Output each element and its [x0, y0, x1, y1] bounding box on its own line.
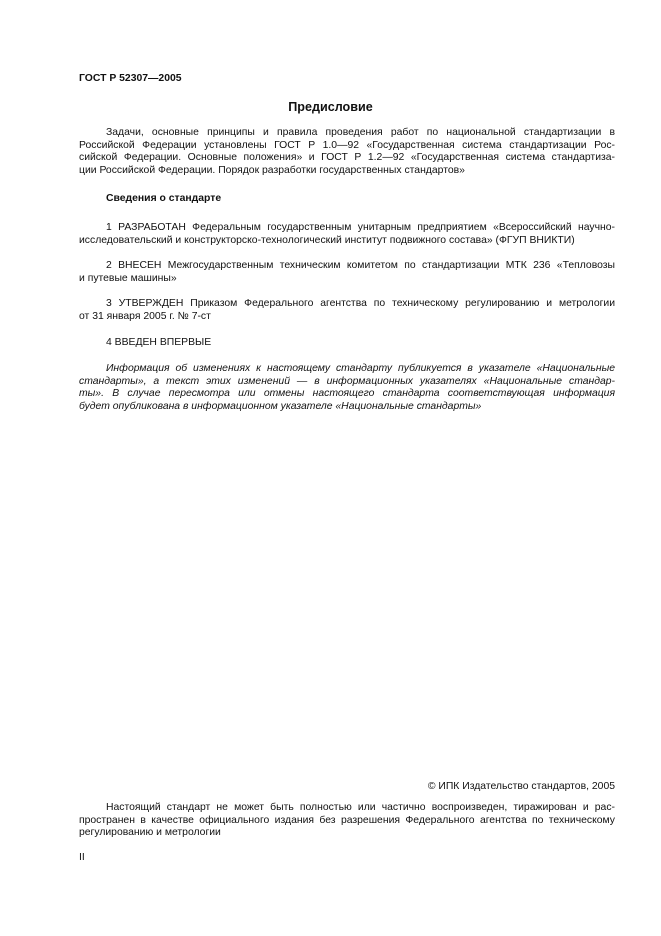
- intro-line: Российской Федерации установлены ГОСТ Р 1.0—92 «Государственная система стандартизации Рос-: [79, 139, 615, 151]
- item-3: [79, 298, 615, 323]
- copyright-line: © ИПК Издательство стандартов, 2005: [427, 781, 615, 792]
- intro-line: сийской Федерации. Основные положения» и ГОСТ Р 1.2—92 «Государственная система стандартиза-: [79, 152, 615, 164]
- document-code-header: ГОСТ Р 52307—2005: [79, 73, 182, 84]
- info-note-line: будет опубликована в информационном указателе «Национальные стандарты»: [79, 400, 482, 412]
- item-line: и путевые машины»: [79, 272, 177, 284]
- intro-line: Задачи, основные принципы и правила проведения работ по национальной стандартизации в: [106, 127, 615, 138]
- intro-line: ции Российской Федерации. Порядок разработки государственных стандартов»: [79, 164, 465, 176]
- reproduction-note-line: Настоящий стандарт не может быть полностью или частично воспроизведен, тиражирован и рас-: [106, 802, 615, 813]
- item-line: 1 РАЗРАБОТАН Федеральным государственным унитарным предприятием «Всероссийский научно-: [106, 222, 615, 233]
- intro-paragraph: [79, 127, 615, 177]
- item-1: [79, 222, 615, 247]
- item-line: 4 ВВЕДЕН ВПЕРВЫЕ: [106, 337, 212, 348]
- item-line: от 31 января 2005 г. № 7-ст: [79, 310, 211, 322]
- info-note-line: ты». В случае пересмотра или отмены настоящего стандарта соответствующая информация: [79, 388, 615, 400]
- item-line: 3 УТВЕРЖДЕН Приказом Федерального агентства по техническому регулированию и метрологии: [106, 298, 615, 309]
- section-title-text: Сведения о стандарте: [106, 193, 222, 204]
- page-title: Предисловие: [288, 100, 373, 114]
- item-2: [79, 260, 615, 285]
- info-note-line: стандарты», а текст этих изменений — в информационных указателях «Национальные стандар-: [79, 375, 615, 387]
- info-note-line: Информация об изменениях к настоящему стандарту публикуется в указателе «Национальные: [106, 363, 615, 374]
- reproduction-note-paragraph: [79, 802, 615, 840]
- item-line: 2 ВНЕСЕН Межгосударственным техническим комитетом по стандартизации МТК 236 «Тепловозы: [106, 260, 615, 271]
- reproduction-note-line: пространен в качестве официального издания без разрешения Федерального агентства по техническому: [79, 814, 615, 826]
- item-4: [79, 337, 615, 350]
- section-title: [79, 193, 615, 206]
- item-line: исследовательский и конструкторско-технологический институт подвижного состава» (ФГУП ВНИКТИ): [79, 234, 575, 246]
- reproduction-note-line: регулированию и метрологии: [79, 827, 221, 839]
- info-note-paragraph: [79, 363, 615, 413]
- page-number: II: [79, 852, 85, 863]
